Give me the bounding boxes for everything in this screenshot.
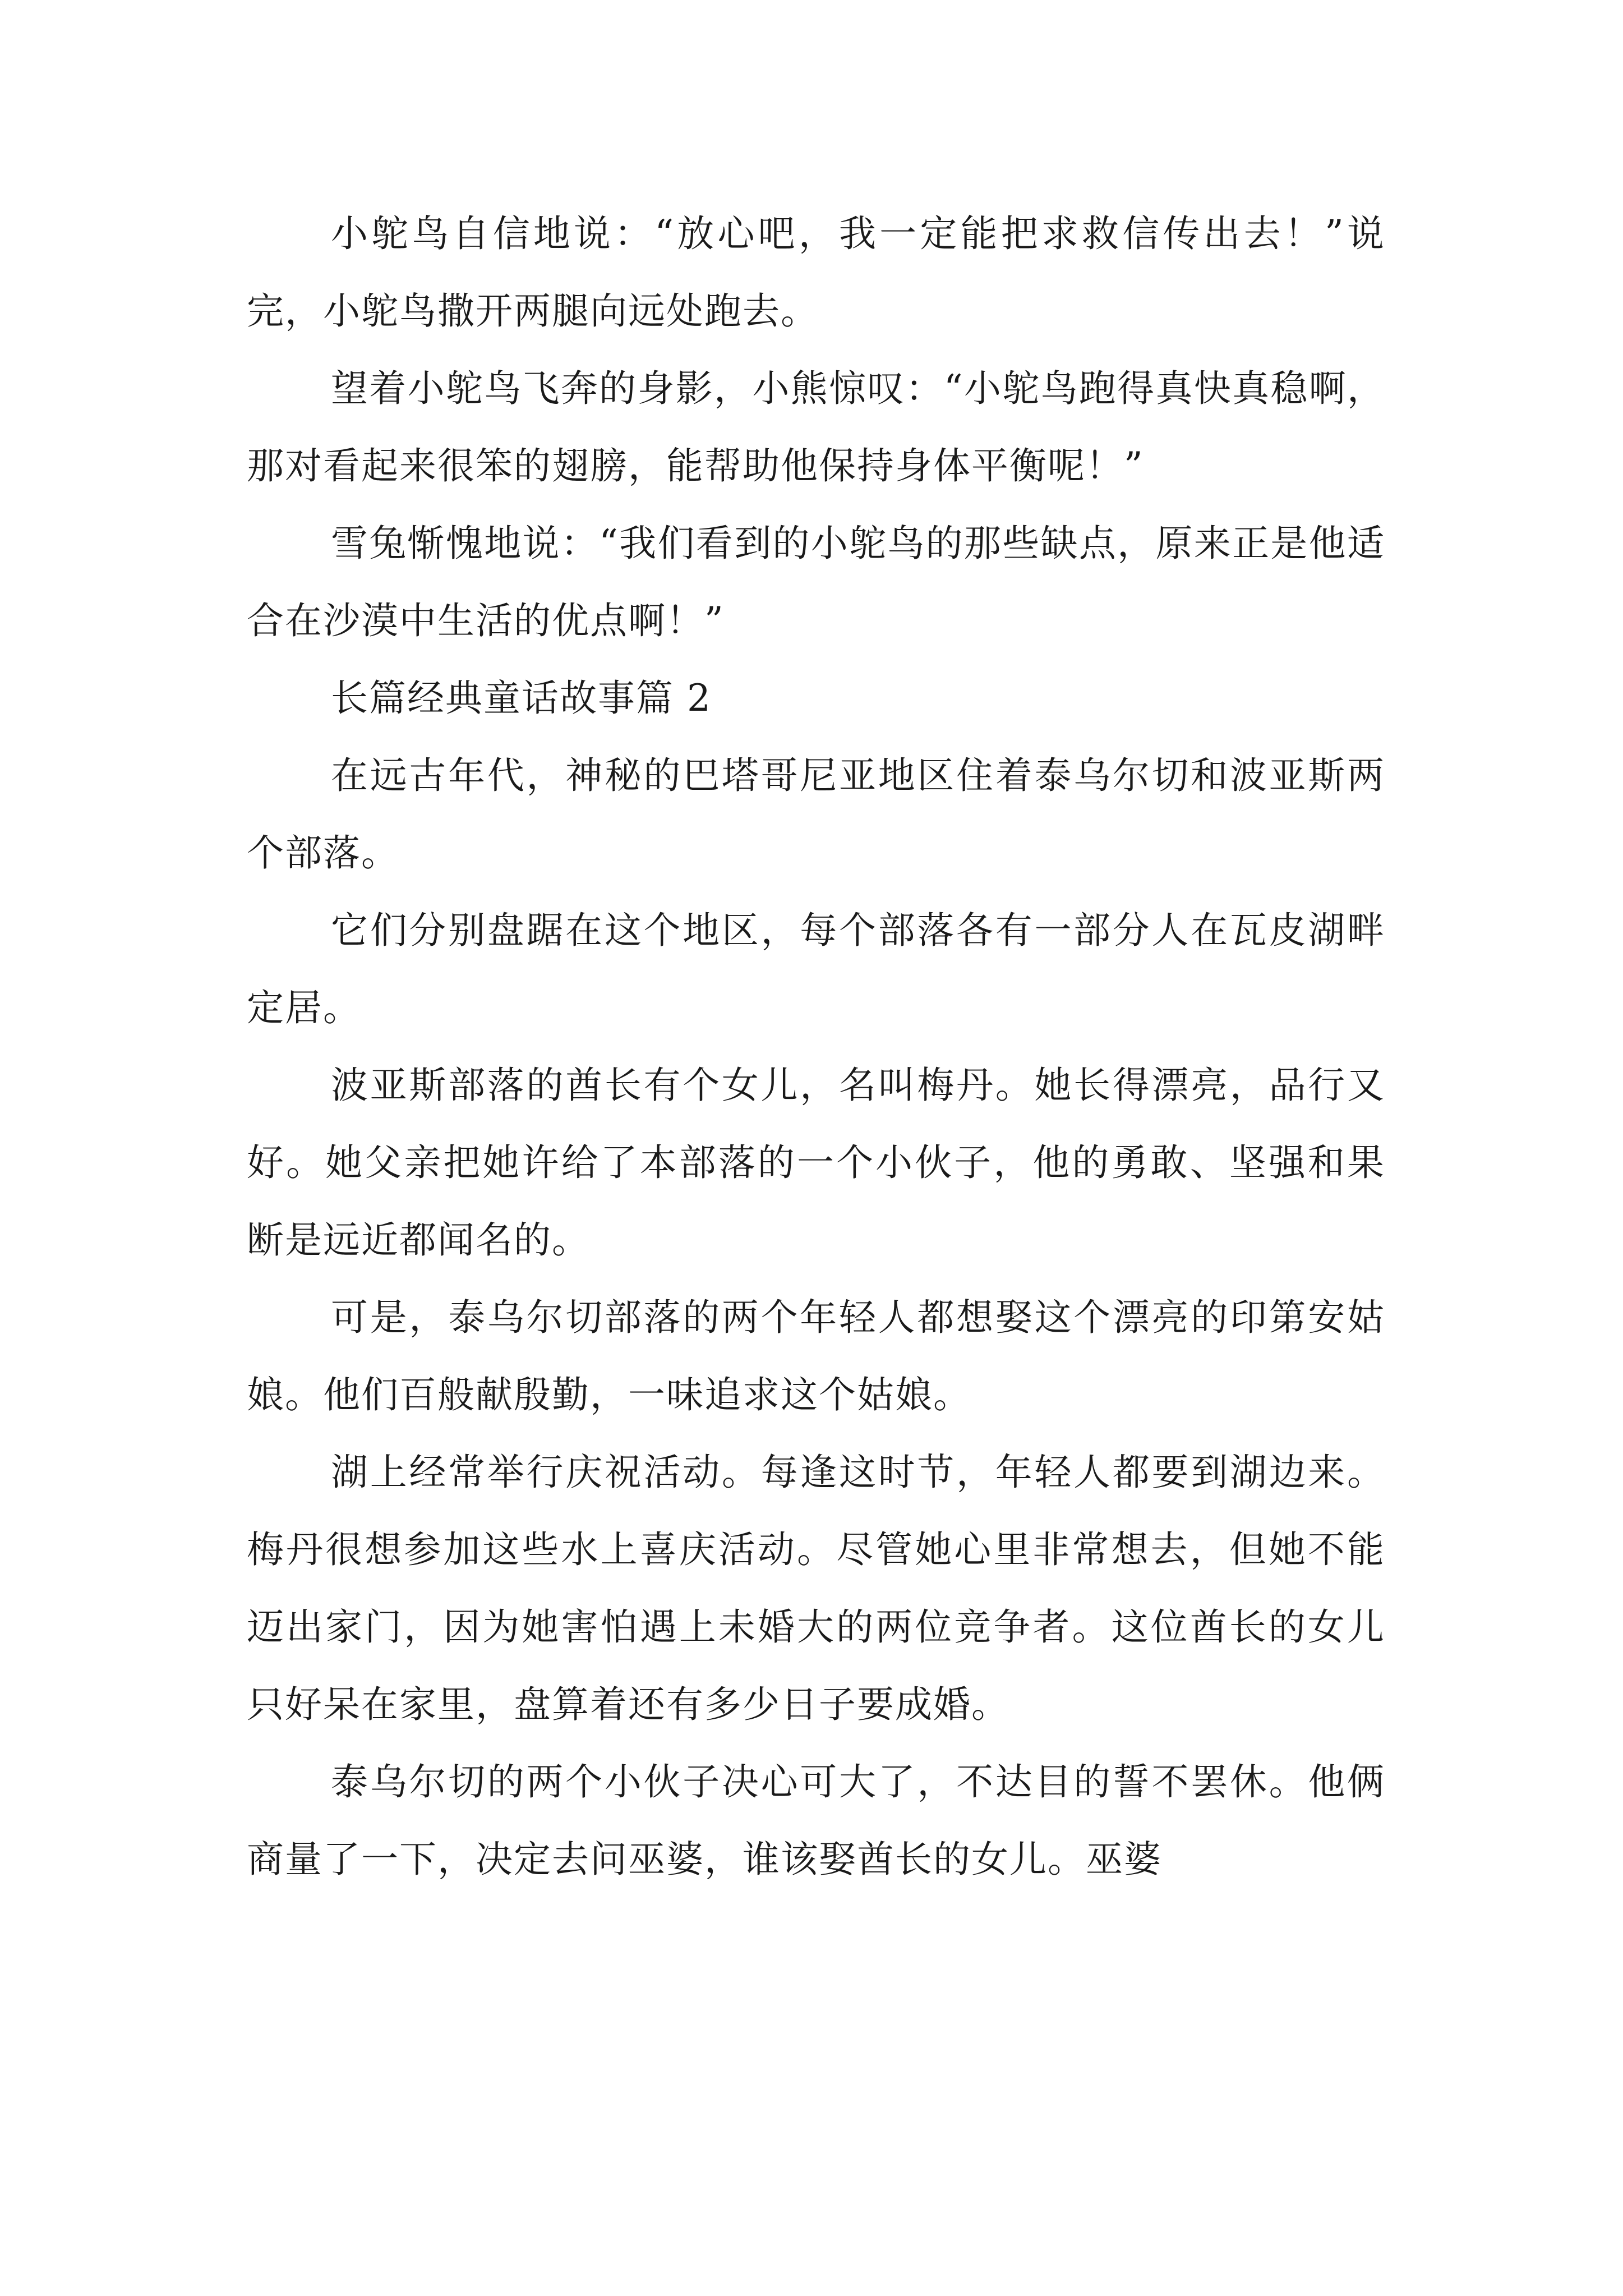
document-body: [247, 195, 1385, 1898]
paragraph: 它们分别盘踞在这个地区，每个部落各有一部分人在瓦皮湖畔定居。: [247, 909, 1385, 1029]
paragraph: 在远古年代，神秘的巴塔哥尼亚地区住着泰乌尔切和波亚斯两个部落。: [247, 754, 1385, 875]
section-heading: 长篇经典童话故事篇 2: [331, 677, 712, 720]
paragraph: 波亚斯部落的酋长有个女儿，名叫梅丹。她长得漂亮，品行又好。她父亲把她许给了本部落的一个小伙子，他的勇敢、坚强和果断是远近都闻名的。: [247, 1064, 1385, 1262]
paragraph: 可是，泰乌尔切部落的两个年轻人都想娶这个漂亮的印第安姑娘。他们百般献殷勤，一味追求这个姑娘。: [247, 1296, 1385, 1416]
paragraph: 湖上经常举行庆祝活动。每逢这时节，年轻人都要到湖边来。梅丹很想参加这些水上喜庆活动。尽管她心里非常想去，但她不能迈出家门，因为她害怕遇上未婚大的两位竞争者。这位酋长的女儿只好呆在家里，盘算着还有多少日子要成婚。: [247, 1451, 1385, 1726]
paragraph: 望着小鸵鸟飞奔的身影，小熊惊叹：“小鸵鸟跑得真快真稳啊，那对看起来很笨的翅膀，能帮助他保持身体平衡呢！”: [247, 367, 1385, 487]
paragraph: 泰乌尔切的两个小伙子决心可大了，不达目的誓不罢休。他俩商量了一下，决定去问巫婆，谁该娶酋长的女儿。巫婆: [247, 1760, 1385, 1881]
paragraph: 小鸵鸟自信地说：“放心吧，我一定能把求救信传出去！”说完，小鸵鸟撒开两腿向远处跑去。: [247, 212, 1385, 333]
paragraph: 雪兔惭愧地说：“我们看到的小鸵鸟的那些缺点，原来正是他适合在沙漠中生活的优点啊！”: [247, 522, 1385, 642]
